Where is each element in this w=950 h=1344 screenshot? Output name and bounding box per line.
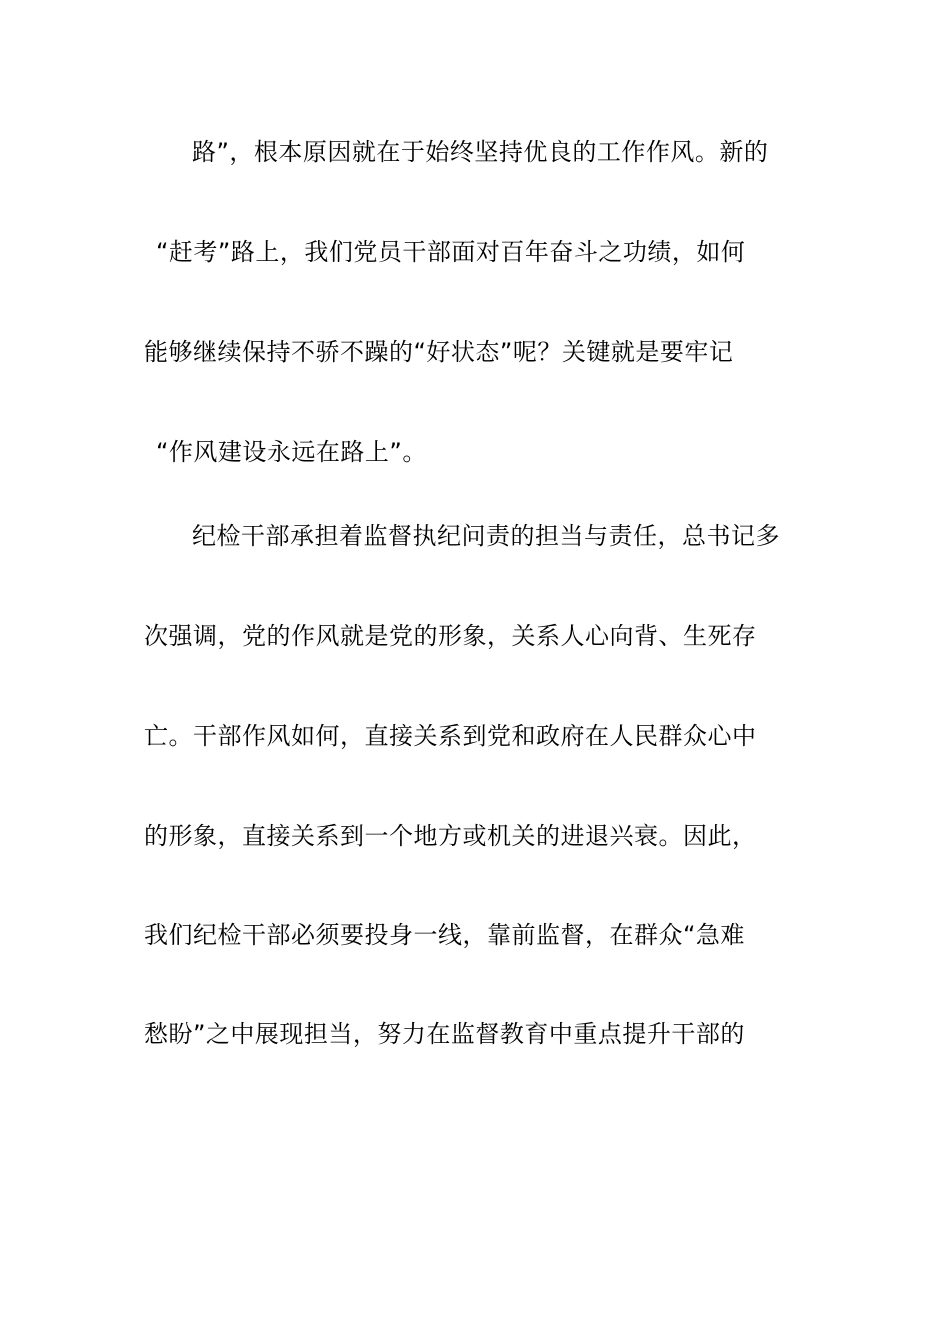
text-line: “作风建设永远在路上”。: [156, 438, 427, 466]
text-line: “赶考”路上，我们党员干部面对百年奋斗之功绩，如何: [156, 238, 746, 266]
text-line: 的形象，直接关系到一个地方或机关的进退兴衰。因此，: [144, 822, 757, 850]
text-line: 愁盼”之中展现担当，努力在监督教育中重点提升干部的: [144, 1020, 745, 1048]
text-line: 能够继续保持不骄不躁的“好状态”呢？关键就是要牢记: [144, 338, 734, 366]
text-line: 我们纪检干部必须要投身一线，靠前监督，在群众“急难: [144, 921, 745, 949]
text-line: 路”，根本原因就在于始终坚持优良的工作作风。新的: [192, 138, 769, 166]
text-line: 次强调，党的作风就是党的形象，关系人心向背、生死存: [144, 622, 757, 650]
text-line: 纪检干部承担着监督执纪问责的担当与责任，总书记多: [192, 522, 780, 550]
text-line: 亡。干部作风如何，直接关系到党和政府在人民群众心中: [144, 722, 757, 750]
